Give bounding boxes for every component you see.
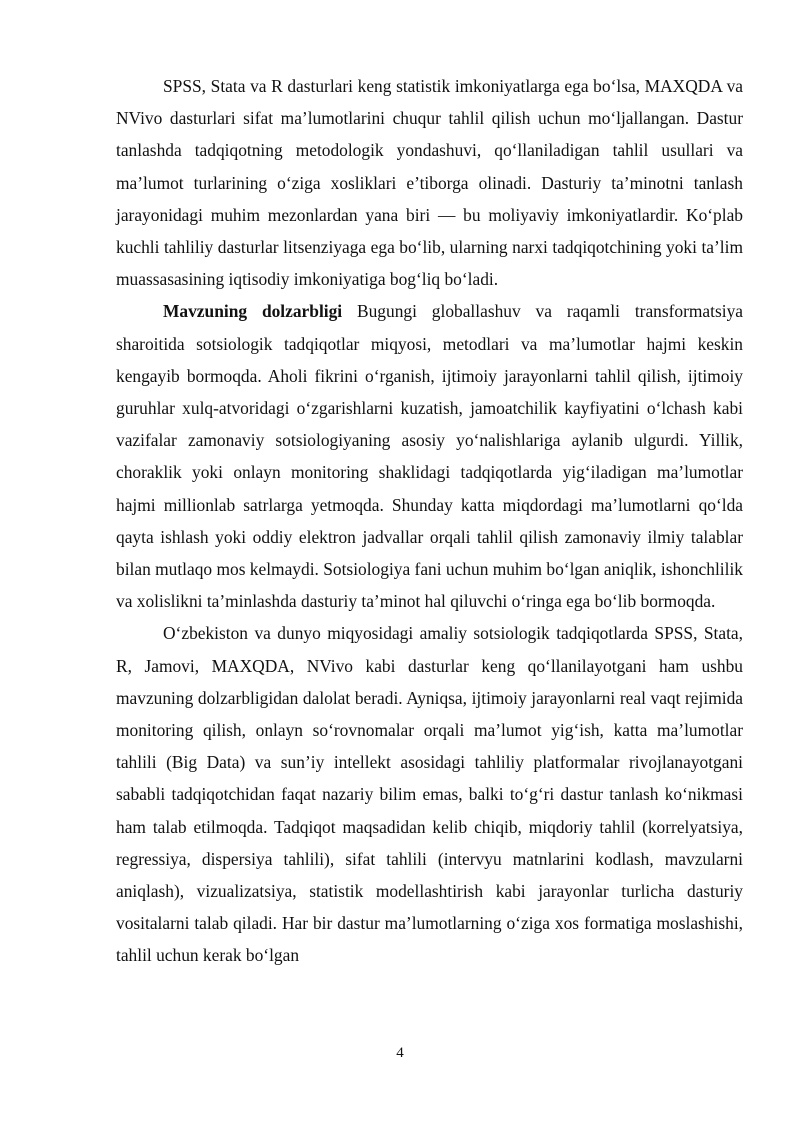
body-text	[116, 70, 743, 972]
paragraph-topic-relevance	[116, 295, 743, 617]
paragraph-text: O‘zbekiston va dunyo miqyosidagi amaliy sotsiologik tadqiqotlarda SPSS, Stata, R, Jamovi, MAXQDA, NVivo kabi dasturlar keng qo‘llanilayotgani ham ushbu mavzuning dolzarbligidan dalolat beradi. Ayniqsa, ijtimoiy jarayonlarni real vaqt rejimida monitoring qilish, onlayn so‘rovnomalar orqali ma’lumot yig‘ish, katta ma’lumotlar tahlili (Big Data) va sun’iy intellekt asosidagi tahliliy platformalar rivojlanayotgani sababli tadqiqotchidan faqat nazariy bilim emas, balki to‘g‘ri dastur tanlash ko‘nikmasi ham talab etilmoqda. Tadqiqot maqsadidan kelib chiqib, miqdoriy tahlil (korrelyatsiya, regressiya, dispersiya tahlili), sifat tahlili (intervyu matnlarini kodlash, mavzularni aniqlash), vizualizatsiya, statistik modellashtirish kabi jarayonlar turlicha dasturiy vositalarni talab qiladi. Har bir dastur ma’lumotlarning o‘ziga xos formatiga moslashishi, tahlil uchun kerak bo‘lgan	[116, 623, 743, 966]
section-lead-heading: Mavzuning dolzarbligi	[163, 301, 343, 322]
paragraph-software-comparison	[116, 70, 743, 295]
paragraph-uzbekistan-research	[116, 617, 743, 971]
page-number: 4	[396, 1045, 404, 1061]
paragraph-text: SPSS, Stata va R dasturlari keng statistik imkoniyatlarga ega bo‘lsa, MAXQDA va NVivo dasturlari sifat ma’lumotlarini chuqur tahlil qilish uchun mo‘ljallangan. Dastur tanlashda tadqiqotning metodologik yondashuvi, qo‘llaniladigan tahlil usullari va ma’lumot turlarining o‘ziga xosliklari e’tiborga olinadi. Dasturiy ta’minotni tanlash jarayonidagi muhim mezonlardan yana biri — bu moliyaviy imkoniyatlardir. Ko‘plab kuchli tahliliy dasturlar litsenziyaga ega bo‘lib, ularning narxi tadqiqotchining yoki ta’lim muassasasining iqtisodiy imkoniyatiga bog‘liq bo‘ladi.	[116, 76, 743, 290]
paragraph-text: Bugungi globallashuv va raqamli transformatsiya sharoitida sotsiologik tadqiqotlar miqyosi, metodlari va ma’lumotlar hajmi keskin kengayib bormoqda. Aholi fikrini o‘rganish, ijtimoiy jarayonlarni tahlil qilish, ijtimoiy guruhlar xulq-atvoridagi o‘zgarishlarni kuzatish, jamoatchilik kayfiyatini o‘lchash kabi vazifalar zamonaviy sotsiologiyaning asosiy yo‘nalishlariga aylanib ulgurdi. Yillik, choraklik yoki onlayn monitoring shaklidagi tadqiqotlarda yig‘iladigan ma’lumotlar hajmi millionlab satrlarga yetmoqda. Shunday katta miqdordagi ma’lumotlarni qo‘lda qayta ishlash yoki oddiy elektron jadvallar orqali tahlil qilish zamonaviy ilmiy talablar bilan mutlaqo mos kelmaydi. Sotsiologiya fani uchun muhim bo‘lgan aniqlik, ishonchlilik va xolislikni ta’minlashda dasturiy ta’minot hal qiluvchi o‘ringa ega bo‘lib bormoqda.	[116, 301, 743, 612]
